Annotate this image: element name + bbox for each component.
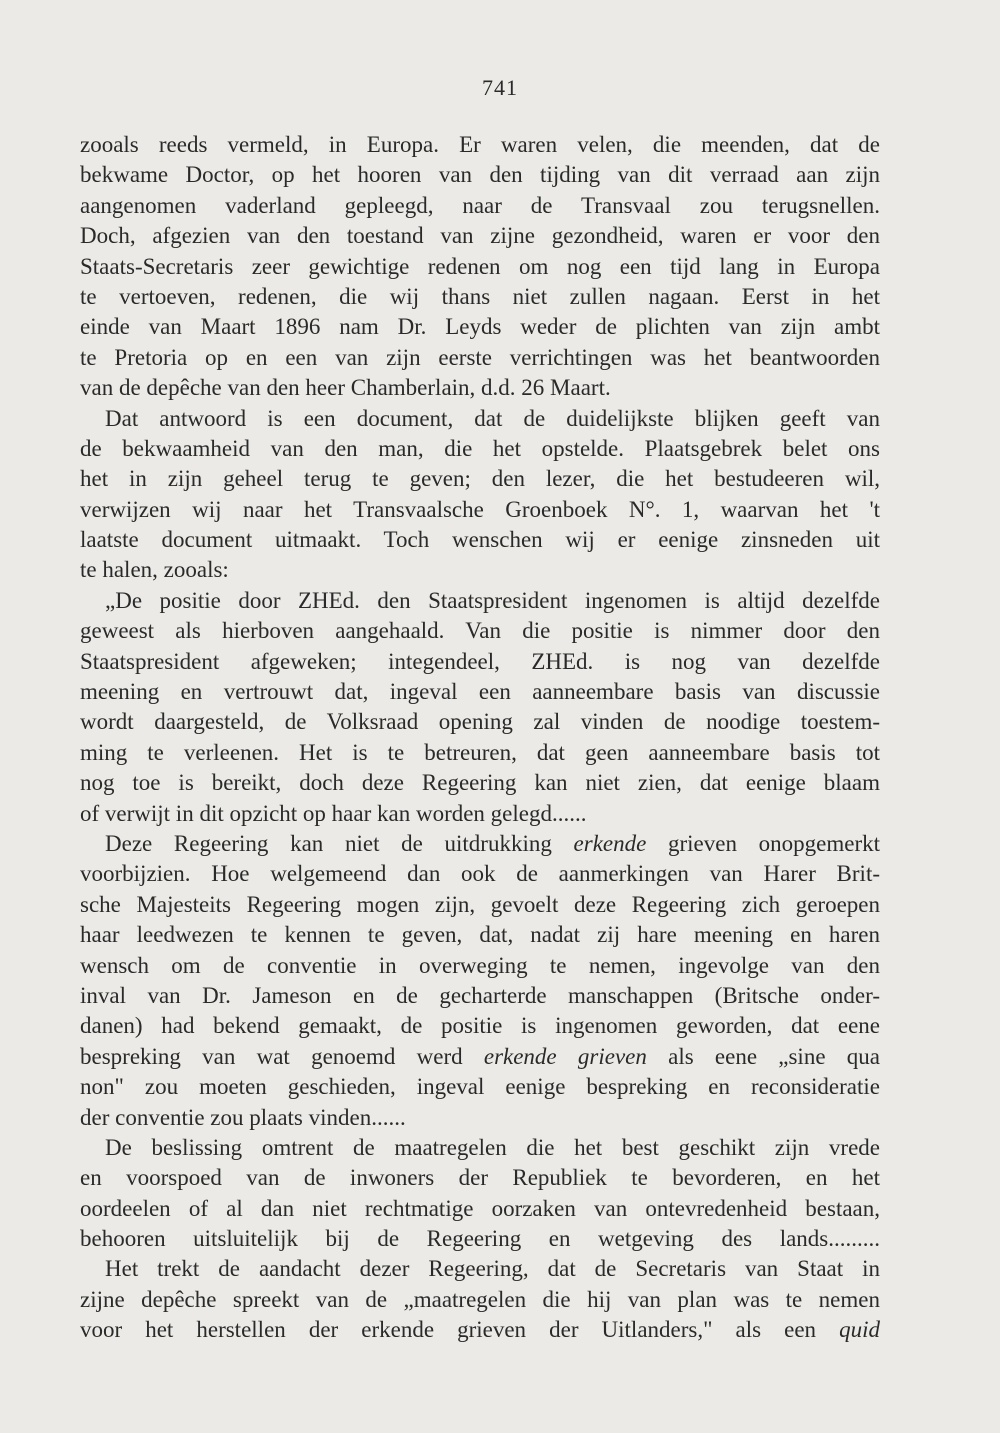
text-run: zijne depêche spreekt van de „maatregelen die hij van plan was te nemen	[80, 1286, 880, 1312]
text-run: meening en vertrouwt dat, ingeval een aanneembare basis van discussie	[80, 679, 880, 705]
text-run: en voorspoed van de inwoners der Republiek te bevorderen, en het	[80, 1165, 880, 1191]
text-line	[80, 1163, 880, 1193]
text-run: sche Majesteits Regeering mogen zijn, gevoelt deze Regeering zich geroepen	[80, 891, 880, 917]
text-line	[80, 707, 880, 737]
text-run: te Pretoria op en een van zijn eerste verrichtingen was het beantwoorden	[80, 344, 880, 370]
text-run: de bekwaamheid van den man, die het opstelde. Plaatsgebrek belet ons	[80, 435, 880, 461]
text-run: wensch om de conventie in overweging te nemen, ingevolge van den	[80, 952, 880, 978]
text-line	[80, 738, 880, 768]
text-run: haar leedwezen te kennen te geven, dat, nadat zij hare meening en haren	[80, 922, 880, 948]
text-line	[80, 859, 880, 889]
text-line	[80, 799, 880, 829]
italic-text: erkende	[573, 830, 647, 856]
text-run: grieven onopgemerkt	[646, 830, 880, 856]
text-line	[80, 677, 880, 707]
text-run: van de depêche van den heer Chamberlain, d.d. 26 Maart.	[80, 375, 611, 401]
text-run: behooren uitsluitelijk bij de Regeering en wetgeving des lands.........	[80, 1226, 880, 1252]
text-line	[80, 495, 880, 525]
text-run: te halen, zooals:	[80, 557, 229, 583]
text-line	[80, 130, 880, 160]
italic-text: quid	[839, 1317, 880, 1343]
text-line	[80, 1011, 880, 1041]
text-run: Staats-Secretaris zeer gewichtige redenen om nog een tijd lang in Europa	[80, 253, 880, 279]
text-line	[80, 586, 880, 616]
text-line	[80, 920, 880, 950]
text-line	[80, 160, 880, 190]
body-text	[80, 130, 880, 1346]
text-line	[80, 404, 880, 434]
text-line	[80, 981, 880, 1011]
text-run: De beslissing omtrent de maatregelen die het best geschikt zijn vrede	[105, 1134, 880, 1160]
text-run: het in zijn geheel terug te geven; den lezer, die het bestudeeren wil,	[80, 466, 880, 492]
text-run: of verwijt in dit opzicht op haar kan worden gelegd......	[80, 800, 587, 826]
text-run: Staatspresident afgeweken; integendeel, ZHEd. is nog van dezelfde	[80, 648, 880, 674]
text-run: als eene „sine qua	[646, 1043, 880, 1069]
text-line	[80, 616, 880, 646]
text-line	[80, 434, 880, 464]
text-run: der conventie zou plaats vinden......	[80, 1104, 406, 1130]
text-run: verwijzen wij naar het Transvaalsche Groenboek N°. 1, waarvan het 't	[80, 496, 880, 522]
text-line	[80, 312, 880, 342]
text-run: wordt daargesteld, de Volksraad opening zal vinden de noodige toestem-	[80, 709, 880, 735]
text-line	[80, 464, 880, 494]
text-run: einde van Maart 1896 nam Dr. Leyds weder de plichten van zijn ambt	[80, 314, 880, 340]
text-line	[80, 1133, 880, 1163]
text-run: geweest als hierboven aangehaald. Van die positie is nimmer door den	[80, 618, 880, 644]
text-line	[80, 1042, 880, 1072]
text-run: danen) had bekend gemaakt, de positie is ingenomen geworden, dat eene	[80, 1013, 880, 1039]
text-run: nog toe is bereikt, doch deze Regeering kan niet zien, dat eenige blaam	[80, 770, 880, 796]
text-line	[80, 1072, 880, 1102]
text-line	[80, 191, 880, 221]
text-run: aangenomen vaderland gepleegd, naar de Transvaal zou terugsnellen.	[80, 192, 880, 218]
text-line	[80, 555, 880, 585]
text-run: non" zou moeten geschieden, ingeval eenige bespreking en reconsideratie	[80, 1074, 880, 1100]
text-run: zooals reeds vermeld, in Europa. Er waren velen, die meenden, dat de	[80, 132, 880, 157]
text-line	[80, 829, 880, 859]
text-line	[80, 221, 880, 251]
text-line	[80, 373, 880, 403]
text-line	[80, 1315, 880, 1345]
page-number: 741	[482, 75, 518, 100]
text-line	[80, 1254, 880, 1284]
italic-text: erkende grieven	[483, 1043, 647, 1069]
text-line	[80, 525, 880, 555]
text-run: te vertoeven, redenen, die wij thans niet zullen nagaan. Eerst in het	[80, 283, 880, 309]
text-line	[80, 1194, 880, 1224]
text-line	[80, 951, 880, 981]
text-line	[80, 890, 880, 920]
text-run: bespreking van wat genoemd werd	[80, 1043, 484, 1069]
text-run: Dat antwoord is een document, dat de duidelijkste blijken geeft van	[105, 405, 880, 431]
text-run: „De positie door ZHEd. den Staatspresident ingenomen is altijd dezelfde	[105, 587, 880, 613]
text-run: Het trekt de aandacht dezer Regeering, dat de Secretaris van Staat in	[105, 1256, 880, 1282]
text-run: bekwame Doctor, op het hooren van den tijding van dit verraad aan zijn	[80, 162, 880, 188]
text-run: laatste document uitmaakt. Toch wenschen wij er eenige zinsneden uit	[80, 527, 880, 553]
text-line	[80, 1103, 880, 1133]
text-run: voorbijzien. Hoe welgemeend dan ook de aanmerkingen van Harer Brit-	[80, 861, 880, 887]
text-line	[80, 1285, 880, 1315]
text-run: Doch, afgezien van den toestand van zijne gezondheid, waren er voor den	[80, 223, 880, 249]
text-run: Deze Regeering kan niet de uitdrukking	[105, 830, 574, 856]
text-run: ming te verleenen. Het is te betreuren, dat geen aanneembare basis tot	[80, 739, 880, 765]
text-line	[80, 647, 880, 677]
text-line	[80, 768, 880, 798]
text-line	[80, 343, 880, 373]
text-run: voor het herstellen der erkende grieven der Uitlanders," als een	[80, 1317, 840, 1343]
text-run: oordeelen of al dan niet rechtmatige oorzaken van ontevredenheid bestaan,	[80, 1195, 880, 1221]
text-line	[80, 252, 880, 282]
text-line	[80, 1224, 880, 1254]
text-line	[80, 282, 880, 312]
text-run: inval van Dr. Jameson en de gecharterde manschappen (Britsche onder-	[80, 982, 880, 1008]
